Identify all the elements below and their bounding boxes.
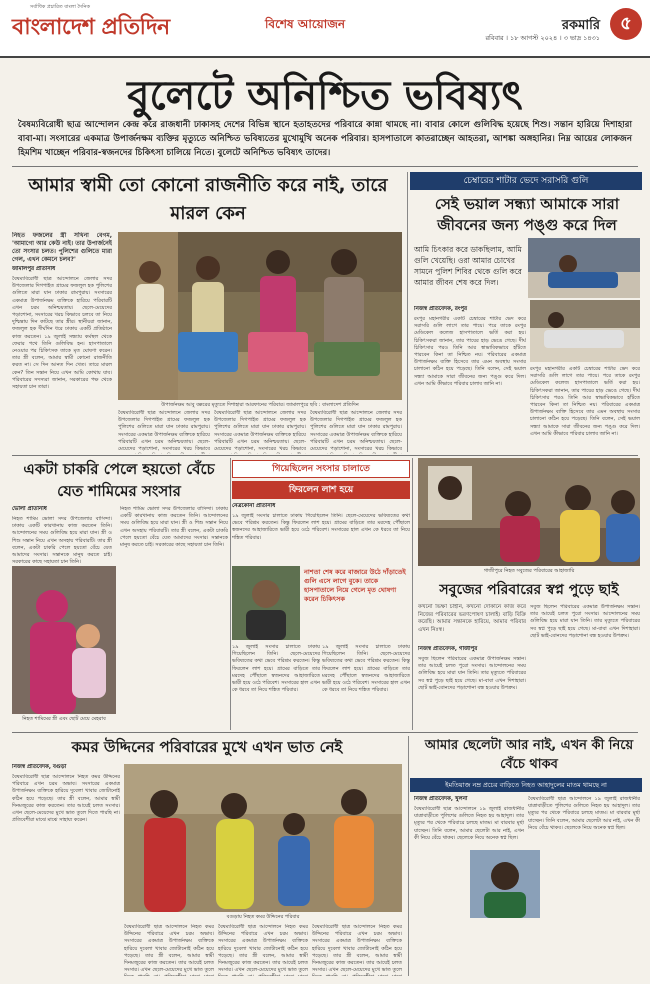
story5-caption: গাজীপুরে নিহত সবুজের পরিবারের আহাজারি — [483, 568, 575, 574]
story1-photo — [118, 232, 402, 400]
story7-body-col2: বৈষম্যবিরোধী ছাত্র আন্দোলনে ১৯ জুলাই রাজধানীর যাত্রাবাড়ীতে পুলিশের গুলিতে নিহত হয় আহাদুল। তার মৃত্যুর পর থেকে পরিবারে চলছে মাতম। মা বারবার মূর্ছা যাচ্ছেন। তিনি বলেন, আমার ছেলেটা আর নাই, এখন কী নিয়ে বেঁচে থাকব। ছেলেকে নিয়ে অনেক স্বপ্ন ছিল। — [528, 796, 640, 831]
story7-kicker: ইমতিয়াজ নম্র প্রচের বাড়িতে নিহত আহাদুলের মাতম থামছে না — [410, 778, 642, 792]
story7-byline: নিজস্ব প্রতিবেদক, খুলনা — [414, 796, 468, 802]
story3-photo — [12, 566, 116, 714]
story6-body-col3: বৈষম্যবিরোধী ছাত্র আন্দোলনে নিহত কমর উদ্দিনের পরিবারে এখন চরম অভাব। সংসারের একমাত্র উপার্জনক্ষম ব্যক্তিকে হারিয়ে দুবেলা খাবার জোটানোই কঠিন হয়ে পড়েছে। তার স্ত্রী বলেন, আমার স্বামী দিনমজুরের কাজ করতেন। তার আয়েই চলত সংসার। এখন ছেলে-মেয়েদের মুখে ভাত তুলে — [218, 924, 308, 974]
divider — [12, 455, 638, 456]
divider — [412, 458, 413, 730]
story4-body-col1: ১৯ জুলাই সংসার চালাতে ঢাকায় গিয়েছিলেন তিনি। ছেলে-মেয়েদের ভবিষ্যতের কথা ভেবে পরিশ্রম করতেন। কিন্তু ফিরলেন লাশ হয়ে। গ্রামের বাড়িতে তার মরদেহ পৌঁছালে স্বজনদের আহাজারিতে ভারী হয়ে ওঠে পরিবেশ। সংসারের হাল এখন কে ধরবে তা নিয়ে শঙ্কিত পরিবার। — [232, 513, 410, 541]
issue-date: রবিবার । ১৮ আগস্ট ২০২৪ । ৩ ভাদ্র ১৪৩১ — [485, 34, 600, 42]
story6-body-col2: বৈষম্যবিরোধী ছাত্র আন্দোলনে নিহত কমর উদ্দিনের পরিবারে এখন চরম অভাব। সংসারের একমাত্র উপার্জনক্ষম ব্যক্তিকে হারিয়ে দুবেলা খাবার জোটানোই কঠিন হয়ে পড়েছে। তার স্ত্রী বলেন, আমার স্বামী দিনমজুরের কাজ করতেন। তার আয়েই চলত সংসার। এখন ছেলে-মেয়েদের মুখে ভাত তুলে — [124, 924, 214, 974]
story4-photo — [232, 566, 300, 640]
story2-kicker: চেম্বারের শাটার ভেদে সরাসরি গুলি — [410, 172, 642, 190]
divider — [12, 732, 638, 733]
story2-photo-small — [528, 238, 640, 298]
story7-headline: আমার ছেলেটা আর নাই, এখন কী নিয়ে বেঁচে থাকব — [424, 738, 634, 772]
grieving-family-photo-illustration — [418, 458, 640, 566]
newspaper-logo: বাংলাদেশ প্রতিদিন — [12, 14, 170, 40]
story2-photo-large — [530, 300, 640, 362]
divider — [230, 458, 231, 730]
story2-body-col2: রংপুর মহানগরীর একটি চেম্বারের শাটার ভেদ করে সরাসরি গুলি লাগে তার পায়ে। পরে তাকে রংপুর মেডিকেল কলেজ হাসপাতালে ভর্তি করা হয়। চিকিৎসকরা জানান, তার পায়ের হাড় ভেঙে গেছে। দীর্ঘ চিকিৎসার পরও তিনি আর স্বাভাবিকভাবে হাঁটতে পারবেন কিনা তা নিশ্চিত নয়। পরিবারের একমাত্র উপার্জনক্ষম ব্যক্তি হিসেবে তার এমন অবস্থায় সংসার চালানো কঠিন হয়ে পড়েছে। তিনি বলেন, সেই ভয়াল সন্ধ্যা আমাকে সারা জীবনের জন্য পঙ্গু করে দিল। এখন আমি কীভাবে পরিবার চালাব জানি না। — [530, 366, 640, 437]
story1-body-col1: বৈষম্যবিরোধী ছাত্র আন্দোলনে জেলার সদর উপজেলার দিগপাইত গ্রামের ফজলুল হক পুলিশের গুলিতে মারা যান ঢাকার রামপুরায়। সংসারের একমাত্র উপার্জনক্ষম ব্যক্তিকে হারিয়ে পরিবারটি এখন চরম অনিশ্চয়তায়। ছেলে-মেয়েদের পড়াশোনা, সংসারের খরচ কিভাবে চলবে তা নিয়ে দুশ্চিন্তায় দিন কাটছে তার স্ত্রীর। স্থানীয়রা জানান, ফজলুল হক দীর্ঘদিন ধরে ঢাকায় একটি প্রতিষ্ঠানে কাজ করতেন। ১৯ জুলাই সন্ধ্যায় কর্মস্থল থেকে ফেরার পথে তিনি গুলিবিদ্ধ হন। হাসপাতালে নেওয়ার পর চিকিৎসক তাকে মৃত ঘোষণা করেন। তার স্ত্রী বলেন, আমার স্বামী কোনো রাজনীতি করত না। সে দিন আনত দিন খেত। তারে মারল কেন? তিন সন্তান নিয়ে এখন আমি কোথায় যাব। পরিবারের সদস্যরা জানান, সরকারের পক্ষ থেকে সহায়তা চান তারা। — [12, 276, 112, 391]
victim-portrait-illustration — [232, 566, 300, 640]
story6-photo — [124, 764, 402, 912]
story5-body-col1: সবুজ ছিলেন পরিবারের একমাত্র উপার্জনক্ষম সন্তান। তার আয়েই চলত পুরো সংসার। আন্দোলনের সময় গুলিবিদ্ধ হয়ে মারা যান তিনি। তার মৃত্যুতে পরিবারের সব স্বপ্ন পুড়ে ছাই হয়ে গেছে। মা-বাবা এখন দিশাহারা। ছোট ভাই-বোনদের পড়াশোনা বন্ধ হওয়ার উপক্রম। — [418, 656, 526, 691]
page-section-title: রকমারি — [561, 18, 600, 33]
story2-body-col1: রংপুর মহানগরীর একটি চেম্বারের শাটার ভেদ করে সরাসরি গুলি লাগে তার পায়ে। পরে তাকে রংপুর মেডিকেল কলেজ হাসপাতালে ভর্তি করা হয়। চিকিৎসকরা জানান, তার পায়ের হাড় ভেঙে গেছে। দীর্ঘ চিকিৎসার পরও তিনি আর স্বাভাবিকভাবে হাঁটতে পারবেন কিনা তা নিশ্চিত নয়। পরিবারের একমাত্র উপার্জনক্ষম ব্যক্তি হিসেবে তার এমন অবস্থায় সংসার চালানো কঠিন হয়ে পড়েছে। তিনি বলেন, সেই ভয়াল সন্ধ্যা আমাকে সারা জীবনের জন্য পঙ্গু করে দিল। এখন আমি কীভাবে পরিবার চালাব জানি না। — [414, 316, 526, 387]
page-main-headline: বুলেটে অনিশ্চিত ভবিষ্যৎ — [127, 73, 523, 119]
story6-headline: কমর উদ্দিনের পরিবারের মুখে এখন ভাত নেই — [71, 738, 343, 756]
family-photo-illustration — [118, 232, 402, 400]
family-photo-illustration — [124, 764, 402, 912]
page-number-badge: ৫ — [610, 8, 642, 40]
story1-caption: উপার্জনক্ষম আবু বক্করের মৃত্যুতে দিশাহারা আরফানের পরিবার। জামালপুরে ছবি : বাংলাদেশ প্রতিদিন — [161, 402, 359, 408]
story3-body-col2: নিহত শামিম ভোলা সদর উপজেলার বাসিন্দা। ঢাকায় একটি কারখানায় কাজ করতেন তিনি। আন্দোলনের সময় গুলিবিদ্ধ হয়ে মারা যান। স্ত্রী ও শিশু সন্তান নিয়ে এখন অসহায় পরিবারটি। তার স্ত্রী বলেন, একটা চাকরি পেলে হয়তো বেঁচে যেত আমাদের সংসার। সন্তানকে মানুষ করতে চাই। সরকারের কাছে সহায়তা চান তিনি। — [120, 506, 228, 549]
story1-body-col3: বৈষম্যবিরোধী ছাত্র আন্দোলনে জেলার সদর উপজেলার দিগপাইত গ্রামের ফজলুল হক পুলিশের গুলিতে মারা যান ঢাকার রামপুরায়। সংসারের একমাত্র উপার্জনক্ষম ব্যক্তিকে হারিয়ে পরিবারটি এখন চরম অনিশ্চয়তায়। ছেলে-মেয়েদের পড়াশোনা, সংসারের খরচ কিভাবে — [214, 410, 306, 453]
story1-body-col2: বৈষম্যবিরোধী ছাত্র আন্দোলনে জেলার সদর উপজেলার দিগপাইত গ্রামের ফজলুল হক পুলিশের গুলিতে মারা যান ঢাকার রামপুরায়। সংসারের একমাত্র উপার্জনক্ষম ব্যক্তিকে হারিয়ে পরিবারটি এখন চরম অনিশ্চয়তায়। ছেলে-মেয়েদের পড়াশোনা, সংসারের খরচ কিভাবে — [118, 410, 210, 453]
story4-pull-quote: নাশতা শেষ করে বাজারে উঠে দাঁড়াতেই গুলি এসে লাগে বুকে। তাকে হাসপাতালে নিয়ে গেলে মৃত ঘোষণা করেন চিকিৎসক — [304, 568, 406, 603]
story7-body-col1: বৈষম্যবিরোধী ছাত্র আন্দোলনে ১৯ জুলাই রাজধানীর যাত্রাবাড়ীতে পুলিশের গুলিতে নিহত হয় আহাদুল। তার মৃত্যুর পর থেকে পরিবারে চলছে মাতম। মা বারবার মূর্ছা যাচ্ছেন। তিনি বলেন, আমার ছেলেটা আর নাই, এখন কী নিয়ে বেঁচে থাকব। ছেলেকে নিয়ে অনেক স্বপ্ন ছিল। — [414, 806, 524, 841]
story6-byline: নিজস্ব প্রতিবেদক, বগুড়া — [12, 764, 67, 770]
story6-body-col1: বৈষম্যবিরোধী ছাত্র আন্দোলনে নিহত কমর উদ্দিনের পরিবারে এখন চরম অভাব। সংসারের একমাত্র উপার্জনক্ষম ব্যক্তিকে হারিয়ে দুবেলা খাবার জোটানোই কঠিন হয়ে পড়েছে। তার স্ত্রী বলেন, আমার স্বামী দিনমজুরের কাজ করতেন। তার আয়েই চলত সংসার। এখন ছেলে-মেয়েদের মুখে ভাত তুলে দিতে পারছি না। প্রতিবেশীরা মাঝে মাঝে সাহায্য করেন। — [12, 774, 120, 824]
story2-sub-quote: আমি চিৎকার করে ডাকছিলাম, আমি গুলি খেয়েছি। ওরা আমার চোখের সামনে পুলিশ শিবির থেকে গুলি করে আমার জীবন শেষ করে দিল। — [414, 245, 522, 287]
story4-body-col2: ১৯ জুলাই সংসার চালাতে ঢাকায় গিয়েছিলেন তিনি। ছেলে-মেয়েদের ভবিষ্যতের কথা ভেবে পরিশ্রম করতেন। কিন্তু ফিরলেন লাশ হয়ে। গ্রামের বাড়িতে তার মরদেহ পৌঁছালে স্বজনদের আহাজারিতে ভারী হয়ে ওঠে পরিবেশ। সংসারের হাল এখন কে ধরবে তা নিয়ে শঙ্কিত পরিবার। — [232, 644, 320, 694]
masthead — [0, 0, 650, 58]
story4-byline: নেত্রকোনা প্রতিনিধি — [232, 503, 276, 509]
story3-caption: নিহত শামিমের স্ত্রী এবং ছোট মেয়ে মেহরাব — [22, 716, 106, 722]
divider — [12, 166, 638, 167]
story1-pull-quote: নিহত ফজলের স্ত্রী সখিনা বেগম, 'আমাগো আর কেউ নাই। তার উপার্জনেই তো সংসার চলত। পুলিশের গুলিতে মারা গেল, এখন কেমনে চলব?' — [12, 232, 112, 262]
masthead-tagline: সর্বাধিক প্রচারিত বাংলা দৈনিক — [30, 4, 90, 10]
story5-sub-quote: কখনো ভিক্ষা চাইনি, কখনো দোকানে কাজ করে নিজের পরিবারের ভরণপোষণ চালাই। বাড়ি বিক্রি করেছি। আমার সন্তানকে হারিয়ে, আমার পরিবার এখন নিঃস্ব। — [418, 604, 526, 633]
story1-body-col4: বৈষম্যবিরোধী ছাত্র আন্দোলনে জেলার সদর উপজেলার দিগপাইত গ্রামের ফজলুল হক পুলিশের গুলিতে মারা যান ঢাকার রামপুরায়। সংসারের একমাত্র উপার্জনক্ষম ব্যক্তিকে হারিয়ে পরিবারটি এখন চরম অনিশ্চয়তায়। ছেলে-মেয়েদের পড়াশোনা, সংসারের খরচ কিভাবে — [310, 410, 402, 453]
story4-kicker-bottom: ফিরলেন লাশ হয়ে — [232, 481, 410, 499]
section-label: বিশেষ আয়োজন — [265, 17, 346, 31]
story3-body-col1: নিহত শামিম ভোলা সদর উপজেলার বাসিন্দা। ঢাকায় একটি কারখানায় কাজ করতেন তিনি। আন্দোলনের সময় গুলিবিদ্ধ হয়ে মারা যান। স্ত্রী ও শিশু সন্তান নিয়ে এখন অসহায় পরিবারটি। তার স্ত্রী বলেন, একটা চাকরি পেলে হয়তো বেঁচে যেত আমাদের সংসার। সন্তানকে মানুষ করতে চাই। সরকারের কাছে সহায়তা চান তিনি। — [12, 516, 112, 564]
patient-photo-illustration — [530, 300, 640, 362]
story4-body-col3: ১৯ জুলাই সংসার চালাতে ঢাকায় গিয়েছিলেন তিনি। ছেলে-মেয়েদের ভবিষ্যতের কথা ভেবে পরিশ্রম করতেন। কিন্তু ফিরলেন লাশ হয়ে। গ্রামের বাড়িতে তার মরদেহ পৌঁছালে স্বজনদের আহাজারিতে ভারী হয়ে ওঠে পরিবেশ। সংসারের হাল এখন কে ধরবে তা নিয়ে শঙ্কিত পরিবার। — [322, 644, 410, 694]
story5-photo — [418, 458, 640, 566]
story5-byline: নিজস্ব প্রতিবেদক, গাজীপুর — [418, 646, 478, 652]
story6-body-col4: বৈষম্যবিরোধী ছাত্র আন্দোলনে নিহত কমর উদ্দিনের পরিবারে এখন চরম অভাব। সংসারের একমাত্র উপার্জনক্ষম ব্যক্তিকে হারিয়ে দুবেলা খাবার জোটানোই কঠিন হয়ে পড়েছে। তার স্ত্রী বলেন, আমার স্বামী দিনমজুরের কাজ করতেন। তার আয়েই চলত সংসার। এখন ছেলে-মেয়েদের মুখে ভাত তুলে — [312, 924, 402, 974]
story2-byline: নিজস্ব প্রতিবেদক, রংপুর — [414, 306, 468, 312]
page-intro: বৈষম্যবিরোধী ছাত্র আন্দোলন কেন্দ্র করে রাজধানী ঢাকাসহ দেশের বিভিন্ন স্থানে হতাহতদের পরিবারে কান্না থামছে না। বাবার কোলে গুলিবিদ্ধ হয়েছে শিশু। সন্তান হারিয়ে দিশাহারা বাবা-মা। সংসারের একমাত্র উপার্জনক্ষম ব্যক্তির মৃত্যুতে অনিশ্চিত ভবিষ্যতের মুখোমুখি অনেক পরিবার। হাসপাতালে কাতরাচ্ছেন আহতরা, আশঙ্কা অঙ্গহানির। নিম্ন আয়ের লোকজন হিমশিম খাচ্ছেন পরিবার-স্বজনদের চিকিৎসা চালিয়ে নিতে। বুলেটে অনিশ্চিত ভবিষ্যৎ তাদের। — [18, 120, 632, 158]
story5-headline: সবুজের পরিবারের স্বপ্ন পুড়ে ছাই — [439, 582, 619, 598]
hospital-photo-illustration — [528, 238, 640, 298]
mother-child-photo-illustration — [12, 566, 116, 714]
story6-caption: বগুড়ায় নিহত কমর উদ্দিনের পরিবার — [226, 914, 300, 920]
story4-kicker-top: গিয়েছিলেন সংসার চালাতে — [232, 460, 410, 478]
story3-headline: একটা চাকরি পেলে হয়তো বেঁচে যেত শামিমের সংসার — [23, 460, 215, 500]
story1-byline: জামালপুর প্রতিনিধি — [12, 266, 56, 272]
story1-headline: আমার স্বামী তো কোনো রাজনীতি করে নাই, তারে মারল কেন — [28, 175, 388, 224]
story5-body-col2: সবুজ ছিলেন পরিবারের একমাত্র উপার্জনক্ষম সন্তান। তার আয়েই চলত পুরো সংসার। আন্দোলনের সময় গুলিবিদ্ধ হয়ে মারা যান তিনি। তার মৃত্যুতে পরিবারের সব স্বপ্ন পুড়ে ছাই হয়ে গেছে। মা-বাবা এখন দিশাহারা। ছোট ভাই-বোনদের পড়াশোনা বন্ধ হওয়ার উপক্রম। — [530, 604, 640, 639]
divider — [407, 172, 408, 452]
story2-headline: সেই ভয়াল সন্ধ্যা আমাকে সারা জীবনের জন্য পঙ্গু করে দিল — [434, 195, 620, 234]
divider — [408, 736, 409, 976]
story3-byline: ভোলা প্রতিনিধি — [12, 506, 47, 512]
